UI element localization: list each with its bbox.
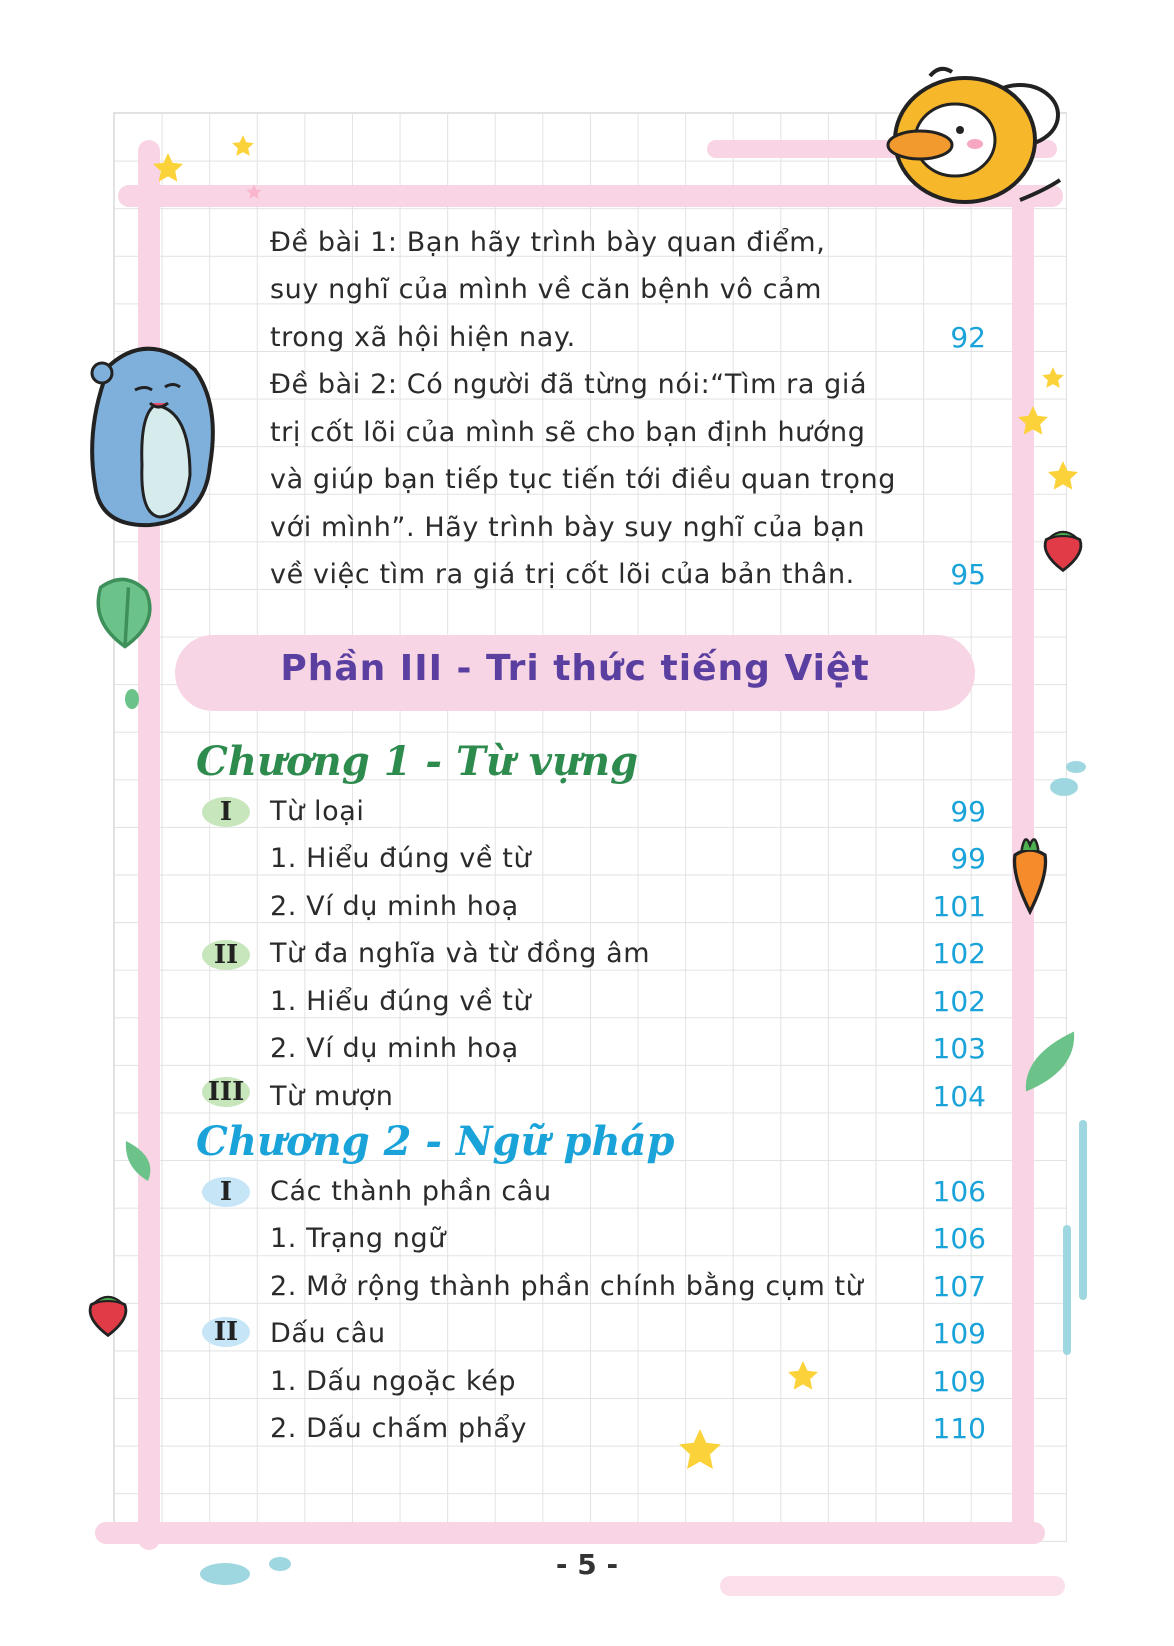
roman-numeral-badge: II bbox=[202, 1317, 250, 1347]
chapter-1-title: Chương 1 - Từ vựng bbox=[196, 738, 639, 785]
toc-section: Từ mượn bbox=[270, 1081, 394, 1112]
toc-text: trị cốt lõi của mình sẽ cho bạn định hướng bbox=[270, 417, 866, 448]
roman-numeral-badge: III bbox=[202, 1077, 250, 1107]
toc-text: về việc tìm ra giá trị cốt lõi của bản thân. bbox=[270, 559, 855, 590]
toc-item: 2. Ví dụ minh hoạ bbox=[270, 891, 519, 922]
toc-text: Đề bài 1: Bạn hãy trình bày quan điểm, bbox=[270, 227, 826, 258]
toc-text: và giúp bạn tiếp tục tiến tới điều quan trọng bbox=[270, 464, 896, 495]
toc-page-number: 92 bbox=[950, 321, 986, 354]
toc-page-number: 99 bbox=[950, 842, 986, 875]
toc-page-number: 107 bbox=[932, 1270, 986, 1303]
toc-item: 1. Hiểu đúng về từ bbox=[270, 986, 532, 1017]
toc-page-number: 106 bbox=[932, 1222, 986, 1255]
page-number: - 5 - bbox=[555, 1548, 619, 1581]
toc-item: 1. Hiểu đúng về từ bbox=[270, 843, 532, 874]
toc-item: 1. Dấu ngoặc kép bbox=[270, 1366, 517, 1397]
toc-page-number: 109 bbox=[932, 1317, 986, 1350]
toc-text: trong xã hội hiện nay. bbox=[270, 322, 576, 353]
toc-text: với mình”. Hãy trình bày suy nghĩ của bạn bbox=[270, 512, 866, 543]
toc-page-number: 109 bbox=[932, 1365, 986, 1398]
toc-page-number: 110 bbox=[932, 1412, 986, 1445]
toc-item: 2. Ví dụ minh hoạ bbox=[270, 1033, 519, 1064]
toc-section: Dấu câu bbox=[270, 1318, 386, 1349]
toc-page-number: 99 bbox=[950, 795, 986, 828]
toc-section: Các thành phần câu bbox=[270, 1176, 552, 1207]
toc-text: Đề bài 2: Có người đã từng nói:“Tìm ra giá bbox=[270, 369, 868, 400]
toc-page-number: 95 bbox=[950, 558, 986, 591]
roman-numeral-badge: I bbox=[202, 1177, 250, 1207]
toc-page-number: 102 bbox=[932, 937, 986, 970]
toc-page-number: 106 bbox=[932, 1175, 986, 1208]
roman-numeral-badge: II bbox=[202, 940, 250, 970]
toc-page-number: 102 bbox=[932, 985, 986, 1018]
part-title: Phần III - Tri thức tiếng Việt bbox=[280, 648, 870, 689]
toc-item: 1. Trạng ngữ bbox=[270, 1223, 446, 1254]
toc-section: Từ đa nghĩa và từ đồng âm bbox=[270, 938, 651, 969]
chapter-2-title: Chương 2 - Ngữ pháp bbox=[196, 1118, 675, 1165]
toc-section: Từ loại bbox=[270, 796, 365, 827]
toc-page-number: 104 bbox=[932, 1080, 986, 1113]
toc-item: 2. Dấu chấm phẩy bbox=[270, 1413, 528, 1444]
toc-item: 2. Mở rộng thành phần chính bằng cụm từ bbox=[270, 1271, 864, 1302]
toc-page-number: 101 bbox=[932, 890, 986, 923]
toc-page-number: 103 bbox=[932, 1032, 986, 1065]
toc-text: suy nghĩ của mình về căn bệnh vô cảm bbox=[270, 274, 823, 305]
roman-numeral-badge: I bbox=[202, 797, 250, 827]
